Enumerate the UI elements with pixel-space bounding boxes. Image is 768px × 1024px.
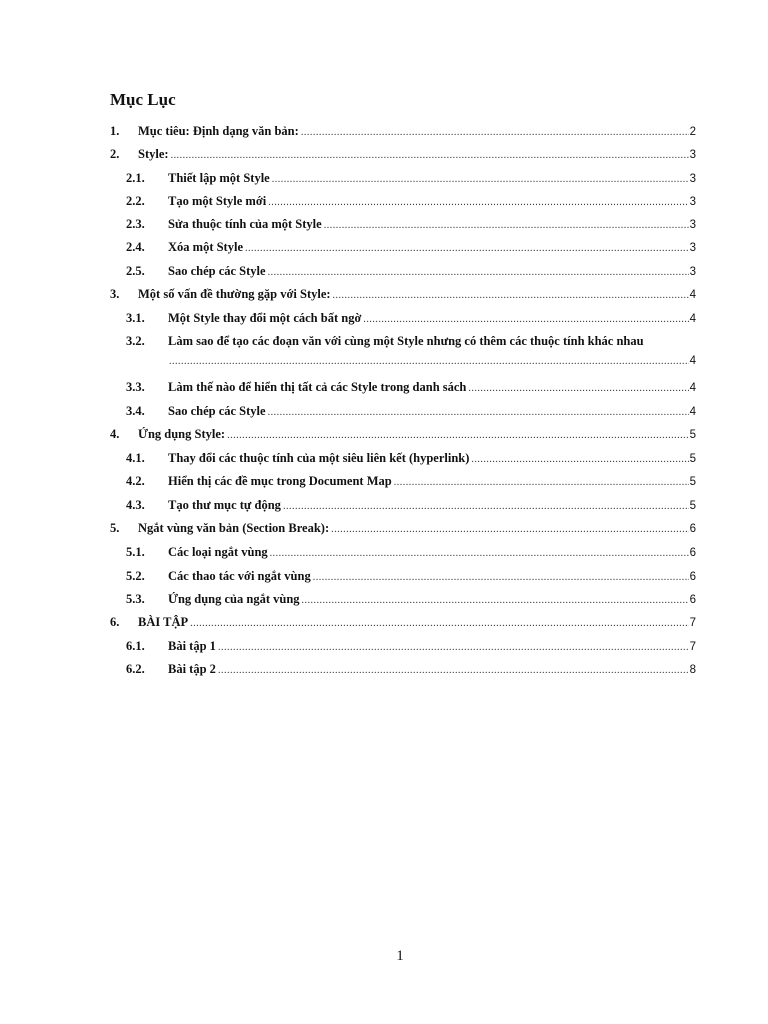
toc-entry-text: Các thao tác với ngắt vùng: [168, 569, 311, 583]
toc-entry[interactable]: [126, 216, 696, 232]
toc-entry-text: Xóa một Style: [168, 240, 243, 254]
dot-leader: [363, 312, 688, 328]
toc-entry-text: Làm sao để tạo các đoạn văn với cùng một Style nhưng có thêm các thuộc tính khác nhau: [168, 334, 644, 348]
toc-entry-number: 6.2.: [126, 662, 145, 676]
toc-entry-page: 7: [689, 617, 696, 629]
toc-entry-number: 3.1.: [126, 311, 145, 325]
toc-entry-number: 4.3.: [126, 498, 145, 512]
toc-entry-text: Style:: [138, 147, 169, 161]
toc-entry-text: Mục tiêu: Định dạng văn bản:: [138, 124, 299, 138]
toc-entry[interactable]: [126, 263, 696, 279]
toc-entry-number: 5.: [110, 521, 120, 535]
toc-entry[interactable]: [126, 193, 696, 209]
toc-entry-page: 4: [689, 355, 696, 367]
toc-entry-number: 6.: [110, 615, 120, 629]
dot-leader: [333, 288, 689, 304]
dot-leader: [218, 663, 689, 679]
toc-entry[interactable]: [126, 310, 696, 326]
toc-entry-page: 3: [689, 196, 696, 208]
toc-entry-number: 2.2.: [126, 194, 145, 208]
toc-entry[interactable]: [110, 146, 696, 162]
toc-entry[interactable]: [126, 661, 696, 677]
dot-leader: [227, 428, 689, 444]
toc-entry-text: Ứng dụng của ngắt vùng: [168, 592, 300, 606]
toc-entry-page: 2: [689, 126, 696, 138]
toc-entry-number: 2.4.: [126, 240, 145, 254]
toc-entry[interactable]: [126, 638, 696, 654]
dot-leader: [331, 522, 688, 538]
toc-entry[interactable]: [126, 497, 696, 513]
toc-entry-text: Các loại ngắt vùng: [168, 545, 268, 559]
toc-entry-number: 2.1.: [126, 171, 145, 185]
toc-entry-page: 6: [689, 547, 696, 559]
toc-entry-page: 4: [689, 382, 696, 394]
toc-entry-page: 6: [689, 594, 696, 606]
toc-entry-text: Tạo thư mục tự động: [168, 498, 281, 512]
dot-leader: [283, 499, 689, 515]
toc-entry-text: Làm thế nào để hiển thị tất cả các Style trong danh sách: [168, 380, 467, 394]
dot-leader: [218, 640, 689, 656]
toc-entry[interactable]: [110, 123, 696, 139]
toc-entry-text: Một Style thay đổi một cách bất ngờ: [168, 311, 362, 325]
toc-entry-number: 5.1.: [126, 545, 145, 559]
toc-entry-page: 8: [689, 664, 696, 676]
dot-leader: [268, 195, 688, 211]
toc-entry-text: Một số vấn đề thường gặp với Style:: [138, 287, 331, 301]
toc-entry-page: 3: [689, 266, 696, 278]
toc-entry[interactable]: [110, 426, 696, 442]
toc-entry-text: Ngắt vùng văn bản (Section Break):: [138, 521, 330, 535]
toc-entry-number: 3.4.: [126, 404, 145, 418]
toc-entry[interactable]: [126, 403, 696, 419]
toc-entry-page: 4: [689, 406, 696, 418]
toc-entry-page: 5: [689, 476, 696, 488]
toc-entry-page: 5: [689, 453, 696, 465]
dot-leader: [324, 218, 689, 234]
toc-entry[interactable]: [126, 239, 696, 255]
toc-entry-text: Ứng dụng Style:: [138, 427, 226, 441]
dot-leader: [270, 546, 689, 562]
toc-entry-text: Bài tập 2: [168, 662, 216, 676]
toc-entry[interactable]: [110, 614, 696, 630]
toc-entry[interactable]: [126, 333, 696, 369]
dot-leader: [471, 452, 688, 468]
toc-entry-number: 4.2.: [126, 474, 145, 488]
toc-entry-number: 5.2.: [126, 569, 145, 583]
toc-entry-page: 6: [689, 523, 696, 535]
toc-entry-page: 3: [689, 149, 696, 161]
toc-entry[interactable]: [126, 170, 696, 186]
toc-entry[interactable]: [126, 544, 696, 560]
toc-entry-text: Bài tập 1: [168, 639, 216, 653]
dot-leader: [169, 354, 689, 370]
toc-entry-number: 4.: [110, 427, 120, 441]
dot-leader: [302, 593, 689, 609]
toc-entry-text: Hiển thị các đề mục trong Document Map: [168, 474, 392, 488]
toc-title: Mục Lục: [110, 90, 176, 109]
toc-entry-number: 2.3.: [126, 217, 145, 231]
toc-entry-page: 5: [689, 500, 696, 512]
toc-entry-text: Thiết lập một Style: [168, 171, 270, 185]
toc-entry-text: Sửa thuộc tính của một Style: [168, 217, 322, 231]
toc-entry[interactable]: [126, 591, 696, 607]
toc-entry-page: 3: [689, 173, 696, 185]
dot-leader: [468, 381, 688, 397]
toc-entry-text: BÀI TẬP: [138, 615, 189, 629]
toc-entry-number: 3.2.: [126, 334, 145, 348]
dot-leader: [313, 570, 689, 586]
toc-entry-page: 7: [689, 641, 696, 653]
toc-entry[interactable]: [110, 286, 696, 302]
toc-entry[interactable]: [110, 520, 696, 536]
toc-entry[interactable]: [126, 379, 696, 395]
toc-entry-number: 2.: [110, 147, 120, 161]
toc-entry-page: 6: [689, 571, 696, 583]
dot-leader: [268, 265, 689, 281]
dot-leader: [268, 405, 689, 421]
toc-entry-text: Sao chép các Style: [168, 404, 266, 418]
dot-leader: [245, 241, 689, 257]
dot-leader: [301, 125, 689, 141]
toc-entry[interactable]: [126, 450, 696, 466]
toc-entry-number: 3.: [110, 287, 120, 301]
toc-entry[interactable]: [126, 473, 696, 489]
toc-entry-number: 5.3.: [126, 592, 145, 606]
dot-leader: [394, 475, 689, 491]
toc-entry-page: 3: [689, 219, 696, 231]
toc-entry-page: 4: [689, 289, 696, 301]
toc-entry-number: 3.3.: [126, 380, 145, 394]
toc-entry-page: 4: [689, 313, 696, 325]
dot-leader: [171, 148, 689, 164]
toc-entry-number: 2.5.: [126, 264, 145, 278]
toc-entry-number: 1.: [110, 124, 120, 138]
dot-leader: [272, 172, 689, 188]
toc-entry-page: 5: [689, 429, 696, 441]
dot-leader: [190, 616, 688, 632]
toc-entry-number: 4.1.: [126, 451, 145, 465]
toc-entry[interactable]: [126, 568, 696, 584]
toc-entry-text: Tạo một Style mới: [168, 194, 267, 208]
toc-entry-text: Thay đổi các thuộc tính của một siêu liên kết (hyperlink): [168, 451, 470, 465]
toc-entry-number: 6.1.: [126, 639, 145, 653]
toc-entry-page: 3: [689, 242, 696, 254]
page-number: 1: [396, 948, 404, 964]
toc-entry-text: Sao chép các Style: [168, 264, 266, 278]
